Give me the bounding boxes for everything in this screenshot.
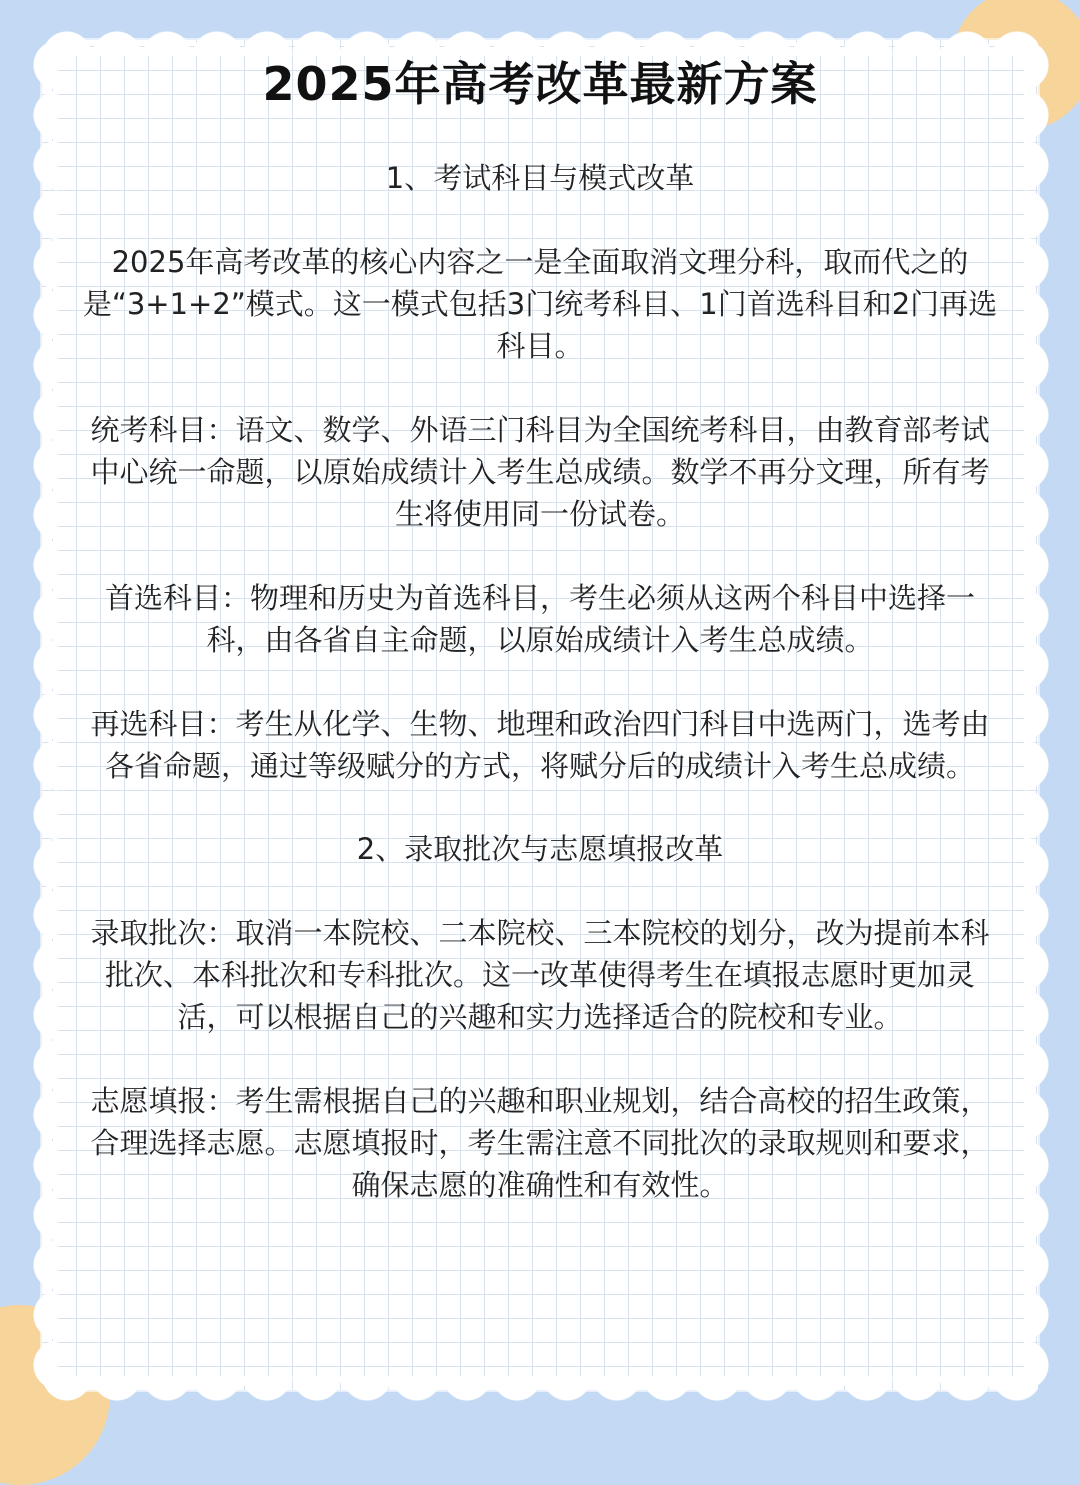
application-paragraph: 志愿填报：考生需根据自己的兴趣和职业规划，结合高校的招生政策，合理选择志愿。志愿填报时，考生需注意不同批次的录取规则和要求，确保志愿的准确性和有效性。 xyxy=(90,1083,990,1202)
admission-batches-paragraph: 录取批次：取消一本院校、二本院校、三本院校的划分，改为提前本科批次、本科批次和专科批次。这一改革使得考生在填报志愿时更加灵活，可以根据自己的兴趣和实力选择适合的院校和专业。 xyxy=(90,915,990,1034)
section-2-heading: 2、录取批次与志愿填报改革 xyxy=(356,831,724,866)
paper-scalloped-edge-bottom xyxy=(42,1376,1038,1406)
section-1-intro-paragraph: 2025年高考改革的核心内容之一是全面取消文理分科，取而代之的是“3+1+2”模式。这一模式包括3门统考科目、1门首选科目和2门再选科目。 xyxy=(82,244,998,363)
unified-subjects-paragraph: 统考科目：语文、数学、外语三门科目为全国统考科目，由教育部考试中心统一命题，以原始成绩计入考生总成绩。数学不再分文理，所有考生将使用同一份试卷。 xyxy=(90,412,990,531)
reselect-subjects-paragraph: 再选科目：考生从化学、生物、地理和政治四门科目中选两门，选考由各省命题，通过等级赋分的方式，将赋分后的成绩计入考生总成绩。 xyxy=(90,706,990,783)
paper-scalloped-edge-left xyxy=(28,40,58,1390)
paper-scalloped-edge-right xyxy=(1024,40,1054,1390)
article-content xyxy=(80,52,1000,1206)
first-choice-subjects-paragraph: 首选科目：物理和历史为首选科目，考生必须从这两个科目中选择一科，由各省自主命题，以原始成绩计入考生总成绩。 xyxy=(104,580,975,657)
section-1-heading: 1、考试科目与模式改革 xyxy=(385,161,695,196)
page-title: 2025年高考改革最新方案 xyxy=(262,57,818,111)
